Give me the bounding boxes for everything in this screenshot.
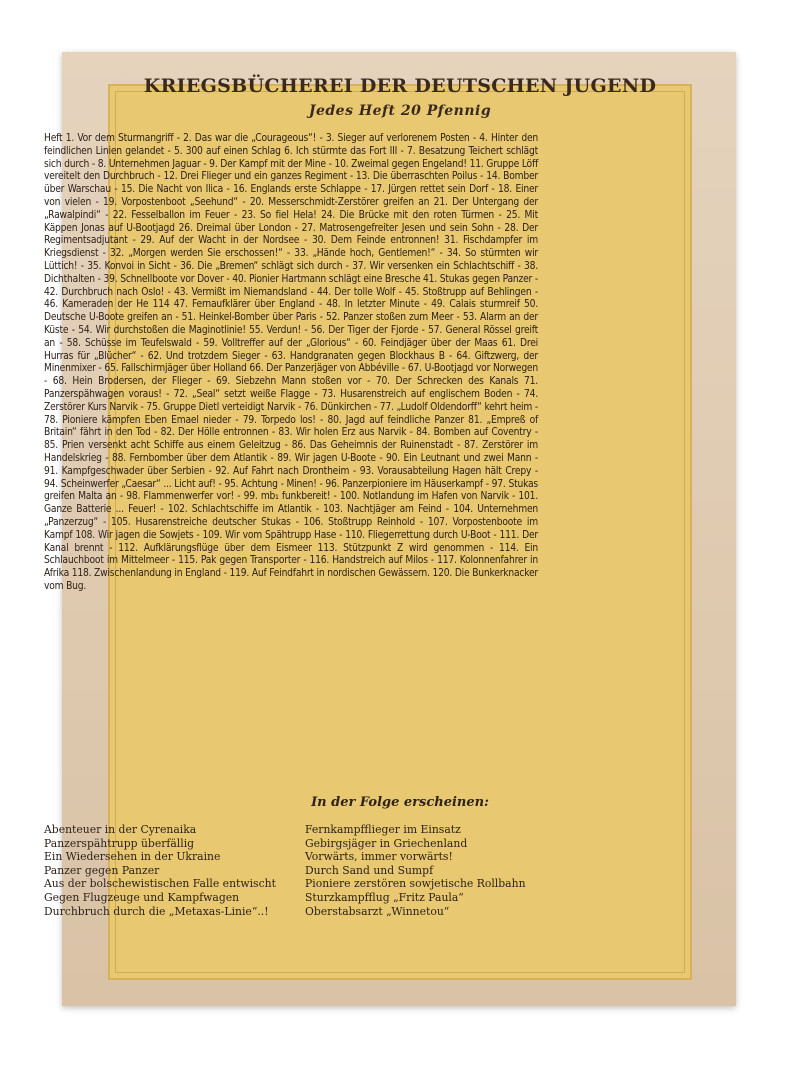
issue-list: Heft 1. Vor dem Sturmangriff - 2. Das war die „Courageous“! - 3. Sieger auf verlorenem Posten - 4. Hinter den feindlichen Linien gelandet - 5. 300 auf einen Schlag 6. Ich stürmte das Fort III - 7. Besatzung Teichert schlägt sich durch - 8. Unternehmen Jaguar - 9. Der Kampf mit der Mine - 10. Zweimal gegen Engeland! 11. Gruppe Löff vereitelt den Durchbruch - 12. Drei Flieger und ein ganzes Regiment - 13. Die überraschten Poilus - 14. Bomber über Warschau - 15. Die Nacht von Ilica - 16. Englands erste Schlappe - 17. Jürgen rettet sein Dorf - 18. Einer von vielen - 19. Vorpostenboot „Seehund“ - 20. Messerschmidt-Zerstörer greifen an 21. Der Untergang der „Rawalpindi“ - 22. Fesselballon im Feuer - 23. So fiel Hela! 24. Die Brücke mit den roten Türmen - 25. Mit Käppen Jonas auf U-Bootjagd 26. Dreimal über London - 27. Matrosengefreiter Jesen und sein Sohn - 28. Der Regimentsadjutant - 29. Auf der Wacht in der Nordsee - 30. Dem Feinde entronnen! 31. Fischdampfer im Kriegsdienst - 32. „Morgen werden Sie erschossen!“ - 33. „Hände hoch, Gentlemen!“ - 34. So stürmten wir Lüttich! - 35. Konvoi in Sicht - 36. Die „Bremen“ schlägt sich durch - 37. Wir versenken ein Schlachtschiff - 38. Dichthalten - 39. Schnellboote vor Dover - 40. Pionier Hartmann schlägt eine Bresche 41. Stukas gegen Panzer - 42. Durchbruch nach Oslo! - 43. Vermißt im Niemandsland - 44. Der tolle Wolf - 45. Stoßtrupp auf Behlingen - 46. Kameraden der He 114 47. Fernaufklärer über England - 48. In letzter Minute - 49. Calais sturmreif 50. Deutsche U-Boote greifen an - 51. Heinkel-Bomber über Paris - 52. Panzer stoßen zum Meer - 53. Alarm an der Küste - 54. Wir durchstoßen die Maginotlinie! 55. Verdun! - 56. Der Tiger der Fjorde - 57. General Rössel greift an - 58. Schüsse im Teufelswald - 59. Volltreffer auf der „Glorious“ - 60. Feindjäger über der Maas 61. Drei Hurras für „Blücher“ - 62. Und trotzdem Sieger - 63. Handgranaten gegen Blockhaus B - 64. Giftzwerg, der Minenmixer - 65. Fallschirmjäger über Holland 66. Der Panzerjäger von Abbéville - 67. U-Bootjagd vor Norwegen - 68. Hein Brodersen, der Flieger - 69. Siebzehn Mann stoßen vor - 70. Der Schrecken des Kanals 71. Panzerspähwagen voraus! - 72. „Seal“ setzt weiße Flagge - 73. Husarenstreich auf englischem Boden - 74. Zerstörer Kurs Narvik - 75. Gruppe Dietl verteidigt Narvik - 76. Dünkirchen - 77. „Ludolf Oldendorff“ kehrt heim - 78. Pioniere kämpfen Eben Emael nieder - 79. Torpedo los! - 80. Jagd auf feindliche Panzer 81. „Empreß of Britain“ fährt in den Tod - 82. Der Hölle entronnen - 83. Wir holen Erz aus Narvik - 84. Bomben auf Coventry - 85. Prien versenkt acht Schiffe aus einem Geleitzug - 86. Das Geheimnis der Ruinenstadt - 87. Zerstörer im Handelskrieg - 88. Fernbomber über dem Atlantik - 89. Wir jagen U-Boote - 90. Ein Leutnant und zwei Mann - 91. Kampfgeschwader über Serbien - 92. Auf Fahrt nach Drontheim - 93. Vorausabteilung Hagen hält Crepy - 94. Scheinwerfer „Caesar“ ... Licht auf! - 95. Achtung - Minen! - 96. Panzerpioniere im Häuserkampf - 97. Stukas greifen Malta an - 98. Flammenwerfer vor! - 99. mb₁ funkbereit! - 100. Notlandung im Hafen von Narvik - 101. Ganze Batterie ... Feuer! - 102. Schlachtschiffe im Atlantik - 103. Nachtjäger am Feind - 104. Unternehmen „Panzerzug“ - 105. Husarenstreiche deutscher Stukas - 106. Stoßtrupp Reinhold - 107. Vorpostenboote im Kampf 108. Wir jagen die Sowjets - 109. Wir vom Spähtrupp Hase - 110. Fliegerrettung durch U-Boot - 111. Der Kanal brennt - 112. Aufklärungsflüge über dem Eismeer 113. Stützpunkt Z wird genommen - 114. Ein Schlauchboot im Mittelmeer - 115. Pak gegen Transporter - 116. Handstreich auf Milos - 117. Kolonnenfahrer in Afrika 118. Zwischenlandung in England - 119. Auf Feindfahrt in nordischen Gewässern. 120. Die Bunkerknacker vom Bug.	[44, 133, 538, 592]
upcoming-item: Fernkampfflieger im Einsatz	[305, 823, 461, 836]
upcoming-list-right	[305, 823, 545, 918]
upcoming-item: Gebirgsjäger in Griechenland	[305, 836, 468, 850]
upcoming-item: Panzerspähtrupp überfällig	[44, 836, 195, 850]
upcoming-item: Sturzkampfflug „Fritz Paula“	[305, 890, 464, 904]
upcoming-list-left	[44, 823, 294, 918]
upcoming-item: Durch Sand und Sumpf	[305, 863, 434, 877]
upcoming-item: Abenteuer in der Cyrenaika	[44, 823, 197, 836]
upcoming-item: Pioniere zerstören sowjetische Rollbahn	[305, 877, 526, 891]
upcoming-heading: In der Folge erscheinen:	[311, 795, 489, 810]
upcoming-item: Vorwärts, immer vorwärts!	[305, 850, 453, 864]
upcoming-item: Gegen Flugzeuge und Kampfwagen	[44, 890, 240, 904]
upcoming-item: Oberstabsarzt „Winnetou“	[305, 904, 450, 918]
upcoming-item: Panzer gegen Panzer	[44, 863, 160, 877]
upcoming-item: Aus der bolschewistischen Falle entwischt	[44, 877, 276, 891]
price-subtitle: Jedes Heft 20 Pfennig	[308, 103, 492, 119]
page-title: KRIEGSBÜCHEREI DER DEUTSCHEN JUGEND	[143, 75, 657, 97]
upcoming-item: Ein Wiedersehen in der Ukraine	[44, 850, 221, 864]
upcoming-item: Durchbruch durch die „Metaxas-Linie“..!	[44, 904, 269, 918]
